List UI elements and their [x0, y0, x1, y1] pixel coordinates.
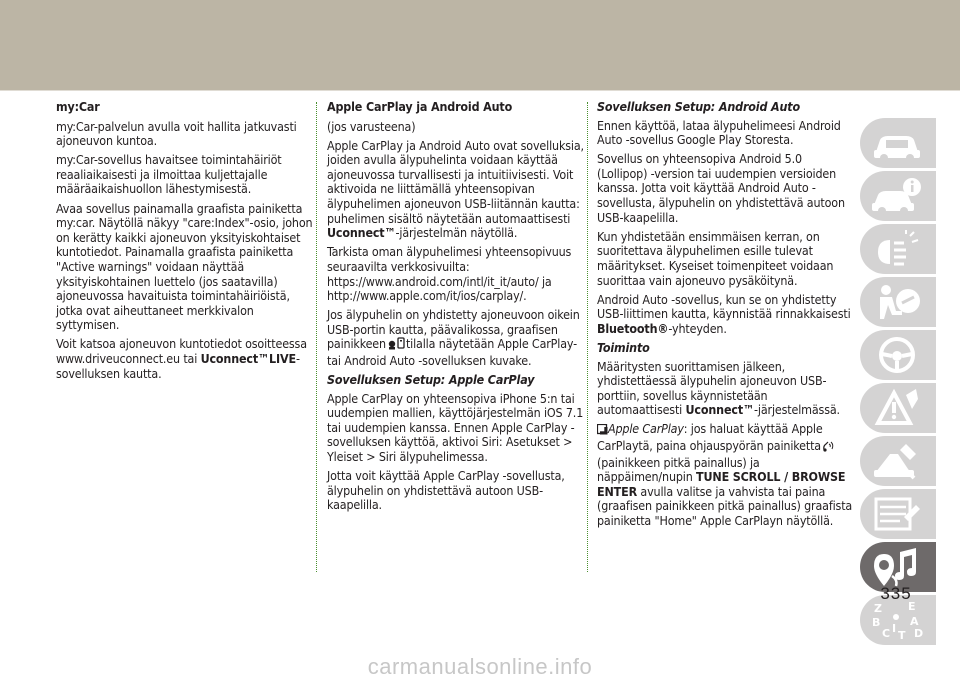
- carplay-paragraph-3: Tarkista oman älypuhelimesi yhteensopivuus seuraavilta verkkosivuilta: https://www.android.com/intl/it_it/auto/ ja http://www.apple.com/it/ios/carplay/.: [327, 244, 572, 304]
- text-span: -järjestelmässä.: [754, 402, 840, 418]
- function-paragraph-2: [597, 422, 855, 528]
- tab-steering[interactable]: [860, 330, 936, 380]
- carplay-paragraph-6: Jotta voit käyttää Apple CarPlay -sovellusta, älypuhelin on yhdistettävä autoon USB-kaapelilla.: [327, 468, 565, 513]
- android-paragraph-1: Ennen käyttöä, lataa älypuhelimeesi Android Auto -sovellus Google Play Storesta.: [597, 117, 841, 148]
- text-span: avulla valitse ja vahvista tai paina (graafisen painikkeen pitkä painallus) graafista painiketta "Home" Apple CarPlayn näytöllä.: [597, 483, 853, 528]
- my-car-paragraph-2: my:Car-sovellus havaitsee toimintahäiriöt reaaliaikaisesti ja ilmoittaa kuljettajalle määräaikaishuollon lähestymisestä.: [56, 152, 282, 197]
- column-my-car: [56, 100, 314, 386]
- text-span: : jos haluat käyttää Apple CarPlaytä, paina ohjauspyörän painiketta: [597, 421, 823, 453]
- carplay-android-heading: Apple CarPlay ja Android Auto: [327, 99, 513, 114]
- apple-carplay-label: Apple CarPlay: [608, 421, 684, 437]
- text-span: -sovelluksen kautta.: [56, 351, 300, 381]
- smartphone-usb-icon: [386, 337, 406, 354]
- text-span: Voit katsoa ajoneuvon kuntotiedot osoitteessa www.driveuconnect.eu tai: [56, 336, 307, 366]
- text-span: (painikkeen pitkä painallus) ja näppäimen/nupin: [597, 454, 760, 485]
- multimedia-icon: [870, 546, 924, 588]
- text-span: Android Auto -sovellus, kun se on yhdistetty USB-liittimen kautta, käynnistää rinnakkaisesti: [597, 291, 851, 322]
- car-dashboard-icon: [870, 122, 924, 164]
- carplay-paragraph-2: [327, 139, 585, 241]
- chapter-tabs: [860, 118, 936, 648]
- column-carplay-android: [327, 100, 585, 517]
- tab-emergency[interactable]: [860, 383, 936, 433]
- android-paragraph-4: [597, 293, 855, 337]
- index-letter: A: [910, 615, 919, 628]
- tab-dashboard[interactable]: [860, 118, 936, 168]
- header-divider: [0, 90, 960, 91]
- text-span: -yhteyden.: [668, 320, 727, 336]
- tab-safety[interactable]: [860, 277, 936, 327]
- safety-airbag-icon: [870, 281, 924, 323]
- tab-service[interactable]: [860, 436, 936, 486]
- index-alphabet-icon: [870, 599, 924, 641]
- carplay-paragraph-4: [327, 308, 585, 368]
- my-car-paragraph-1: my:Car-palvelun avulla voit hallita jatkuvasti ajoneuvon kuntoa.: [56, 118, 297, 149]
- top-header-band: [0, 0, 960, 90]
- column-divider-2: [587, 102, 588, 572]
- tab-warning-lights[interactable]: [860, 224, 936, 274]
- steering-wheel-icon: [870, 334, 924, 376]
- car-info-icon: [870, 175, 924, 217]
- index-letter: E: [908, 600, 916, 613]
- text-span: -järjestelmän näytöllä.: [395, 225, 518, 241]
- carplay-paragraph-1: (jos varusteena): [327, 118, 416, 134]
- text-span: tilalla näytetään Apple CarPlay- tai Android Auto -sovelluksen kuvake.: [327, 336, 577, 368]
- tab-car-info[interactable]: [860, 171, 936, 221]
- index-letter: C: [882, 627, 891, 640]
- watermark-link[interactable]: carmanualsonline.info: [367, 654, 593, 678]
- index-letter: B: [872, 616, 881, 629]
- function-paragraph-1: [597, 360, 855, 418]
- text-span: Määritysten suorittamisen jälkeen, yhdistettäessä älypuhelin ajoneuvon USB-porttiin, sovellus käynnistetään automaattisesti: [597, 358, 827, 418]
- my-car-paragraph-4: [56, 337, 314, 381]
- index-letter: I: [892, 622, 897, 635]
- uconnect-label: Uconnect™: [327, 225, 396, 241]
- service-tools-icon: [870, 440, 924, 482]
- uconnect-label: Uconnect™: [685, 402, 755, 418]
- bluetooth-label: Bluetooth®: [597, 320, 669, 336]
- uconnect-live-label: Uconnect™LIVE: [200, 351, 296, 366]
- android-auto-setup-heading: Sovelluksen Setup: Android Auto: [597, 99, 800, 114]
- voice-command-icon: [821, 440, 835, 456]
- apple-carplay-setup-heading: Sovelluksen Setup: Apple CarPlay: [327, 372, 535, 388]
- index-letter: Z: [874, 602, 882, 615]
- tech-specs-icon: [870, 493, 924, 535]
- tab-tech-specs[interactable]: [860, 489, 936, 539]
- android-paragraph-3: Kun yhdistetään ensimmäisen kerran, on suoritettava älypuhelimen esille tulevat määritykset. Kyseiset toimenpiteet voidaan suorittaa vain ajoneuvo pysäköitynä.: [597, 228, 834, 288]
- carplay-paragraph-5: Apple CarPlay on yhteensopiva iPhone 5:n tai uudempien mallien, käyttöjärjestelmän iOS 7.1 tai uudempien kanssa. Ennen Apple CarPlay -sovelluksen käyttöä, aktivoi Siri: Asetukset > Yleiset > Siri älypuhelimessa.: [327, 390, 584, 465]
- index-letter: D: [914, 627, 924, 640]
- warning-triangle-icon: [870, 387, 924, 429]
- warning-lights-icon: [870, 228, 924, 270]
- my-car-paragraph-3: Avaa sovellus painamalla graafista painiketta my:car. Näytöllä näkyy "care:Index"-osio, johon on kerätty kaikki ajoneuvon yksityiskohtaiset kuntotiedot. Painamalla graafista painiketta "Active warnings" voidaan näyttää yksityiskohtainen luettelo (jos saatavilla) ajoneuvossa havaituista toimintahäiriöistä, jotka ovat aiheuttaneet merkkivalon syttymisen.: [56, 200, 313, 333]
- android-paragraph-2: Sovellus on yhteensopiva Android 5.0 (Lollipop) -version tai uudempien versioiden kanssa. Jotta voit käyttää Android Auto -sovellusta, älypuhelin on yhdistettävä autoon USB-kaapelilla.: [597, 151, 845, 225]
- index-letter: T: [898, 629, 906, 641]
- text-span: Apple CarPlay ja Android Auto ovat sovelluksia, joiden avulla älypuhelinta voidaan käyttää ajoneuvossa turvallisesti ja intuitiivisesti. Voit aktivoida ne liittämällä yhteensopivan älypuhelimen ajoneuvon USB-liitännän kautta: puhelimen sisältö näytetään automaattisesti: [327, 137, 584, 226]
- column-divider-1: [316, 102, 317, 572]
- page-number: 335: [880, 584, 912, 603]
- text-span: Jos älypuhelin on yhdistetty ajoneuvoon oikein USB-portin kautta, päävalikossa, graafisen painikkeen: [327, 307, 580, 352]
- tune-scroll-label: TUNE SCROLL / BROWSE ENTER: [597, 469, 846, 499]
- checkbox-bullet-icon: [597, 424, 608, 439]
- my-car-heading: my:Car: [56, 99, 100, 114]
- function-heading: Toiminto: [597, 339, 650, 355]
- column-android-auto: [597, 100, 855, 533]
